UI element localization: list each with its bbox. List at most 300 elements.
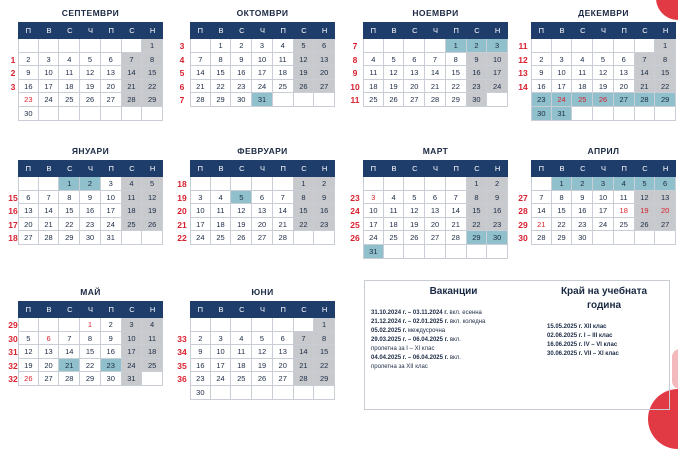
day-cell: 2 xyxy=(190,332,211,346)
day-cell: 9 xyxy=(314,191,335,205)
day-cell: 22 xyxy=(467,218,488,232)
weekday-label: В xyxy=(46,26,52,35)
day-cell: 2 xyxy=(101,318,122,332)
day-cell: 8 xyxy=(314,332,335,346)
vacation-item xyxy=(371,363,536,372)
day-cell: 1 xyxy=(446,39,467,53)
vacation-dates: 04.04.2025 г. – 06.04.2025 г. xyxy=(371,355,449,361)
day-cell xyxy=(39,107,60,121)
weekday-label: П xyxy=(538,26,545,35)
week-number: 23 xyxy=(350,192,360,203)
weekday-label: В xyxy=(218,26,224,35)
day-cell xyxy=(655,107,676,121)
day-cell: 20 xyxy=(101,80,122,94)
day-cell: 4 xyxy=(384,191,405,205)
day-cell: 12 xyxy=(635,191,656,205)
day-cell xyxy=(211,318,232,332)
vacation-dates: 21.12.2024 г. – 02.01.2025 г. xyxy=(371,319,449,325)
day-cell: 9 xyxy=(467,53,488,67)
month-calendar xyxy=(18,142,163,245)
vacation-item xyxy=(371,354,536,363)
day-cell xyxy=(614,39,635,53)
day-cell: 17 xyxy=(211,359,232,373)
day-cell xyxy=(39,318,60,332)
day-cell: 7 xyxy=(531,191,552,205)
day-cell: 18 xyxy=(384,218,405,232)
day-cell: 14 xyxy=(294,345,315,359)
day-cell xyxy=(273,177,294,191)
weekday-label: С xyxy=(67,164,73,173)
weekday-label: С xyxy=(129,305,135,314)
weekday-label: П xyxy=(197,164,204,173)
day-cell: 26 xyxy=(635,218,656,232)
week-number: 32 xyxy=(8,360,18,371)
day-cell: 26 xyxy=(18,372,39,386)
day-cell: 5 xyxy=(635,177,656,191)
day-cell: 11 xyxy=(572,66,593,80)
day-cell xyxy=(593,39,614,53)
day-cell xyxy=(294,231,315,245)
day-cell: 19 xyxy=(294,66,315,80)
day-cell: 20 xyxy=(18,218,39,232)
weekday-label: В xyxy=(559,164,565,173)
vacation-desc: вкл. xyxy=(448,337,461,343)
day-cell: 28 xyxy=(273,231,294,245)
day-cell xyxy=(273,318,294,332)
day-cell: 26 xyxy=(231,231,252,245)
day-cell: 10 xyxy=(552,66,573,80)
week-number: 28 xyxy=(518,206,528,217)
week-number: 31 xyxy=(8,347,18,358)
day-cell: 14 xyxy=(531,204,552,218)
day-cell: 26 xyxy=(384,93,405,107)
weekday-label: В xyxy=(218,164,224,173)
month-calendar xyxy=(18,4,163,121)
day-cell: 29 xyxy=(655,93,676,107)
week-number: 35 xyxy=(177,360,187,371)
day-cell: 7 xyxy=(39,191,60,205)
vacation-dates: 05.02.2025 г. xyxy=(371,328,407,334)
day-cell: 16 xyxy=(467,66,488,80)
day-cell: 22 xyxy=(59,218,80,232)
day-cell: 19 xyxy=(593,80,614,94)
week-number: 3 xyxy=(10,81,16,92)
day-cell: 20 xyxy=(314,66,335,80)
weekday-label: С xyxy=(642,26,648,35)
vacation-desc: вкл. коледна xyxy=(448,319,486,325)
day-cell: 1 xyxy=(80,318,101,332)
end-of-year-title xyxy=(541,285,667,313)
day-cell: 26 xyxy=(593,93,614,107)
day-cell: 21 xyxy=(635,80,656,94)
day-cell: 20 xyxy=(655,204,676,218)
day-cell: 25 xyxy=(572,93,593,107)
day-cell: 22 xyxy=(552,218,573,232)
day-cell: 24 xyxy=(593,218,614,232)
day-cell xyxy=(18,39,39,53)
day-cell: 17 xyxy=(487,66,508,80)
weekday-label: П xyxy=(621,164,627,173)
day-cell: 28 xyxy=(122,93,143,107)
day-cell: 22 xyxy=(294,218,315,232)
day-cell: 28 xyxy=(446,231,467,245)
day-cell: 20 xyxy=(273,359,294,373)
day-cell: 2 xyxy=(231,39,252,53)
weekday-label: Ч xyxy=(259,26,265,35)
vacation-desc: междусрочна xyxy=(406,328,446,334)
day-cell: 7 xyxy=(294,332,315,346)
day-cell xyxy=(59,318,80,332)
vacation-item xyxy=(371,345,536,354)
day-cell: 14 xyxy=(635,66,656,80)
day-cell: 27 xyxy=(101,93,122,107)
weekday-header xyxy=(18,302,163,318)
weekday-label: С xyxy=(239,164,245,173)
day-cell: 6 xyxy=(425,191,446,205)
day-cell: 9 xyxy=(80,191,101,205)
days-grid xyxy=(363,177,508,259)
day-cell: 10 xyxy=(487,53,508,67)
day-cell: 18 xyxy=(59,80,80,94)
week-number: 7 xyxy=(179,95,185,106)
day-cell: 8 xyxy=(211,53,232,67)
day-cell: 14 xyxy=(425,66,446,80)
weekday-label: Ч xyxy=(259,164,265,173)
week-number: 24 xyxy=(350,206,360,217)
day-cell: 2 xyxy=(314,177,335,191)
day-cell: 29 xyxy=(59,231,80,245)
day-cell: 7 xyxy=(273,191,294,205)
day-cell: 8 xyxy=(446,53,467,67)
day-cell: 16 xyxy=(487,204,508,218)
vacation-dates: 29.03.2025 г. – 06.04.2025 г. xyxy=(371,337,449,343)
month-title: СЕПТЕМВРИ xyxy=(18,4,163,23)
weekday-label: П xyxy=(280,26,286,35)
day-cell: 10 xyxy=(190,204,211,218)
day-cell: 24 xyxy=(101,218,122,232)
weekday-label: П xyxy=(25,26,32,35)
week-number: 5 xyxy=(179,68,185,79)
day-cell: 20 xyxy=(614,80,635,94)
day-cell: 2 xyxy=(487,177,508,191)
day-cell: 11 xyxy=(122,191,143,205)
weekday-label: Н xyxy=(321,305,328,314)
day-cell: 15 xyxy=(80,345,101,359)
day-cell: 1 xyxy=(314,318,335,332)
day-cell: 25 xyxy=(384,231,405,245)
day-cell: 23 xyxy=(18,93,39,107)
month-calendar xyxy=(190,142,335,245)
day-cell: 25 xyxy=(363,93,384,107)
week-number: 3 xyxy=(179,41,185,51)
day-cell: 2 xyxy=(572,177,593,191)
day-cell xyxy=(487,93,508,107)
day-cell: 3 xyxy=(252,39,273,53)
day-cell: 11 xyxy=(59,66,80,80)
weekday-label: С xyxy=(412,26,418,35)
days-grid xyxy=(18,177,163,245)
day-cell: 22 xyxy=(314,359,335,373)
day-cell: 29 xyxy=(142,93,163,107)
day-cell: 19 xyxy=(404,218,425,232)
day-cell: 1 xyxy=(142,39,163,53)
day-cell: 6 xyxy=(314,39,335,53)
weekday-label: П xyxy=(108,26,114,35)
month-title: МАРТ xyxy=(363,142,508,161)
day-cell: 17 xyxy=(190,218,211,232)
day-cell: 26 xyxy=(404,231,425,245)
day-cell: 2 xyxy=(531,53,552,67)
day-cell: 16 xyxy=(80,204,101,218)
weekday-label: С xyxy=(642,164,648,173)
day-cell: 6 xyxy=(655,177,676,191)
day-cell xyxy=(467,245,488,259)
weekday-label: С xyxy=(301,305,307,314)
day-cell xyxy=(101,107,122,121)
day-cell: 6 xyxy=(614,53,635,67)
day-cell: 21 xyxy=(425,80,446,94)
day-cell: 25 xyxy=(273,80,294,94)
day-cell: 18 xyxy=(122,204,143,218)
day-cell: 3 xyxy=(122,318,143,332)
day-cell: 30 xyxy=(190,386,211,400)
day-cell xyxy=(446,245,467,259)
days-grid xyxy=(363,39,508,107)
day-cell: 30 xyxy=(101,372,122,386)
week-number: 20 xyxy=(177,206,187,217)
weekday-label: С xyxy=(301,164,307,173)
day-cell: 4 xyxy=(59,53,80,67)
day-cell: 6 xyxy=(39,332,60,346)
weekday-label: П xyxy=(108,164,114,173)
day-cell: 6 xyxy=(404,53,425,67)
day-cell: 6 xyxy=(252,191,273,205)
day-cell: 30 xyxy=(467,93,488,107)
week-number: 6 xyxy=(179,81,185,92)
weekday-label: Н xyxy=(321,164,328,173)
day-cell: 23 xyxy=(101,359,122,373)
day-cell: 12 xyxy=(252,345,273,359)
day-cell: 22 xyxy=(142,80,163,94)
day-cell: 21 xyxy=(59,359,80,373)
day-cell: 14 xyxy=(122,66,143,80)
day-cell: 5 xyxy=(142,177,163,191)
weekday-label: Н xyxy=(494,164,501,173)
day-cell: 14 xyxy=(190,66,211,80)
day-cell: 30 xyxy=(487,231,508,245)
day-cell: 14 xyxy=(59,345,80,359)
end-of-year-title-line: Край на учебната xyxy=(560,286,648,297)
day-cell: 26 xyxy=(142,218,163,232)
day-cell: 23 xyxy=(467,80,488,94)
day-cell: 21 xyxy=(446,218,467,232)
weekday-label: Н xyxy=(662,26,669,35)
week-number: 15 xyxy=(8,192,18,203)
day-cell xyxy=(39,177,60,191)
day-cell: 23 xyxy=(487,218,508,232)
day-cell xyxy=(446,177,467,191)
day-cell: 21 xyxy=(39,218,60,232)
day-cell xyxy=(552,39,573,53)
day-cell xyxy=(531,39,552,53)
day-cell xyxy=(384,245,405,259)
day-cell xyxy=(80,39,101,53)
day-cell: 9 xyxy=(18,66,39,80)
month-title: МАЙ xyxy=(18,283,163,302)
day-cell: 11 xyxy=(231,345,252,359)
day-cell: 15 xyxy=(655,66,676,80)
day-cell: 20 xyxy=(404,80,425,94)
week-number: 8 xyxy=(352,54,358,65)
weekday-label: С xyxy=(412,164,418,173)
day-cell: 17 xyxy=(363,218,384,232)
day-cell xyxy=(231,386,252,400)
day-cell: 30 xyxy=(80,231,101,245)
day-cell: 26 xyxy=(252,372,273,386)
day-cell: 23 xyxy=(314,218,335,232)
day-cell: 9 xyxy=(231,53,252,67)
day-cell: 2 xyxy=(80,177,101,191)
weekday-label: П xyxy=(25,305,32,314)
day-cell: 13 xyxy=(314,53,335,67)
day-cell xyxy=(593,107,614,121)
day-cell: 23 xyxy=(190,372,211,386)
day-cell xyxy=(252,386,273,400)
day-cell: 13 xyxy=(655,191,676,205)
day-cell: 20 xyxy=(39,359,60,373)
day-cell: 4 xyxy=(572,53,593,67)
day-cell: 13 xyxy=(252,204,273,218)
day-cell: 8 xyxy=(552,191,573,205)
day-cell: 23 xyxy=(231,80,252,94)
weekday-label: С xyxy=(474,26,480,35)
weekday-label: С xyxy=(474,164,480,173)
day-cell: 25 xyxy=(211,231,232,245)
day-cell: 5 xyxy=(252,332,273,346)
day-cell: 9 xyxy=(572,191,593,205)
day-cell: 16 xyxy=(18,80,39,94)
days-grid xyxy=(190,318,335,400)
day-cell xyxy=(122,107,143,121)
day-cell: 3 xyxy=(363,191,384,205)
weekday-label: Ч xyxy=(432,164,438,173)
day-cell: 10 xyxy=(101,191,122,205)
day-cell: 27 xyxy=(252,231,273,245)
day-cell: 11 xyxy=(142,332,163,346)
week-number: 25 xyxy=(350,219,360,230)
day-cell: 3 xyxy=(552,53,573,67)
day-cell xyxy=(142,231,163,245)
day-cell xyxy=(314,231,335,245)
day-cell: 4 xyxy=(363,53,384,67)
day-cell: 30 xyxy=(18,107,39,121)
vacation-desc: вкл. xyxy=(448,355,461,361)
day-cell xyxy=(384,177,405,191)
week-number: 17 xyxy=(8,219,18,230)
day-cell: 7 xyxy=(425,53,446,67)
week-number: 26 xyxy=(350,233,360,244)
day-cell: 24 xyxy=(552,93,573,107)
day-cell: 8 xyxy=(80,332,101,346)
day-cell: 7 xyxy=(635,53,656,67)
day-cell: 8 xyxy=(294,191,315,205)
day-cell: 17 xyxy=(122,345,143,359)
weekday-label: Н xyxy=(149,26,156,35)
day-cell: 18 xyxy=(572,80,593,94)
weekday-label: Ч xyxy=(600,164,606,173)
week-number: 9 xyxy=(352,68,358,79)
day-cell xyxy=(252,177,273,191)
day-cell: 24 xyxy=(363,231,384,245)
day-cell: 19 xyxy=(384,80,405,94)
day-cell xyxy=(273,386,294,400)
weekday-label: Н xyxy=(149,164,156,173)
month-calendar xyxy=(190,4,335,107)
weekday-label: С xyxy=(239,305,245,314)
week-number: 29 xyxy=(518,219,528,230)
weekday-label: П xyxy=(370,164,377,173)
day-cell: 14 xyxy=(39,204,60,218)
month-title: ДЕКЕМВРИ xyxy=(531,4,676,23)
week-number: 21 xyxy=(177,219,187,230)
day-cell xyxy=(572,39,593,53)
day-cell: 5 xyxy=(80,53,101,67)
day-cell: 11 xyxy=(273,53,294,67)
weekday-label: С xyxy=(129,164,135,173)
day-cell xyxy=(614,107,635,121)
day-cell: 10 xyxy=(252,53,273,67)
day-cell: 22 xyxy=(211,80,232,94)
day-cell xyxy=(190,177,211,191)
week-number: 2 xyxy=(10,68,16,79)
day-cell: 4 xyxy=(614,177,635,191)
weekday-label: Н xyxy=(321,26,328,35)
week-number: 36 xyxy=(177,374,187,385)
days-grid xyxy=(190,177,335,245)
weekday-header xyxy=(190,23,335,39)
day-cell xyxy=(487,245,508,259)
day-cell: 23 xyxy=(531,93,552,107)
vacation-item xyxy=(371,327,536,336)
day-cell: 9 xyxy=(190,345,211,359)
end-of-year-item: 30.06.2025 г. VII – XI клас xyxy=(547,351,619,357)
day-cell: 7 xyxy=(59,332,80,346)
weekday-label: Ч xyxy=(87,305,93,314)
weekday-label: С xyxy=(301,26,307,35)
end-of-year-item: 02.06.2025 г. I – III клас xyxy=(547,333,613,339)
day-cell: 11 xyxy=(384,204,405,218)
month-calendar xyxy=(363,142,508,259)
day-cell xyxy=(122,231,143,245)
month-calendar xyxy=(531,4,676,121)
day-cell: 29 xyxy=(467,231,488,245)
day-cell: 14 xyxy=(273,204,294,218)
weekday-label: С xyxy=(67,26,73,35)
day-cell: 30 xyxy=(572,231,593,245)
day-cell xyxy=(572,107,593,121)
day-cell: 13 xyxy=(101,66,122,80)
day-cell: 21 xyxy=(122,80,143,94)
weekday-label: П xyxy=(197,305,204,314)
day-cell: 27 xyxy=(18,231,39,245)
week-number: 12 xyxy=(518,54,528,65)
day-cell: 19 xyxy=(18,359,39,373)
month-title: ФЕВРУАРИ xyxy=(190,142,335,161)
day-cell: 21 xyxy=(294,359,315,373)
vacation-desc: пролетна за I – XI клас xyxy=(371,346,435,352)
day-cell: 5 xyxy=(231,191,252,205)
day-cell: 6 xyxy=(18,191,39,205)
